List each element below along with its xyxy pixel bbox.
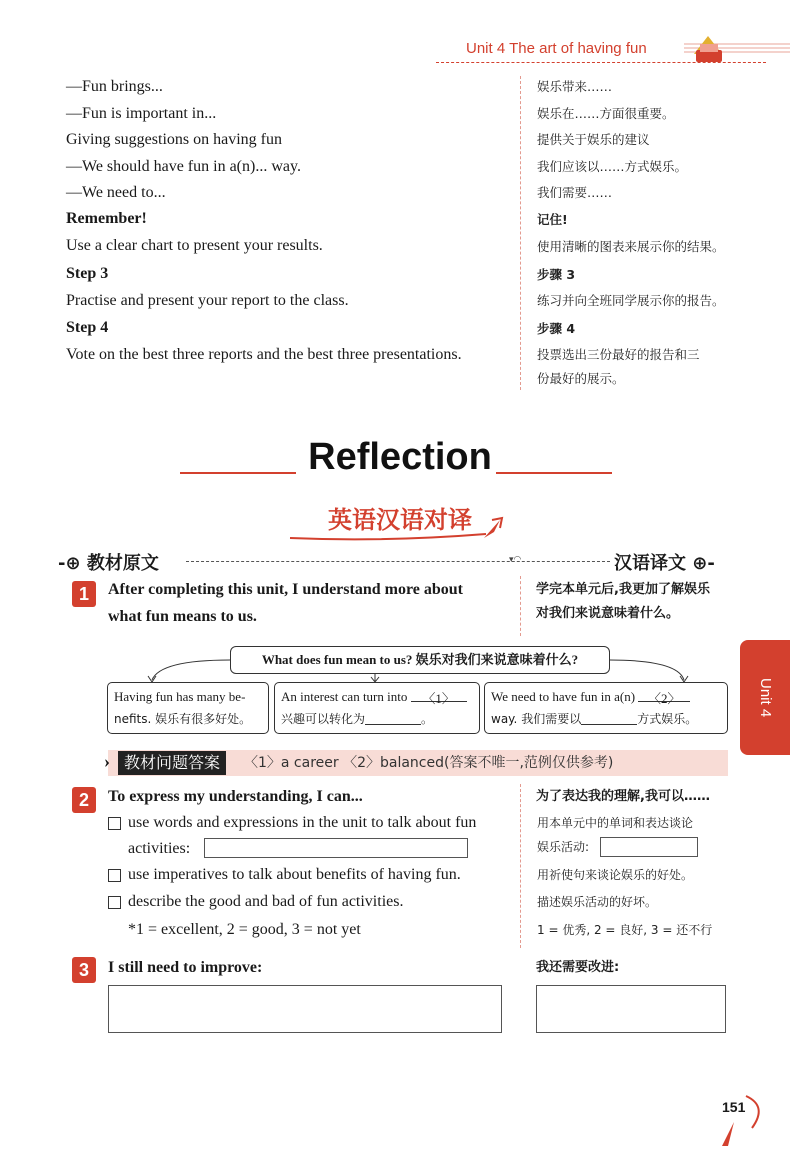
option-words-line1: use words and expressions in the unit to talk about fun (128, 814, 477, 831)
column-head-translation: 汉语译文 ⊕- (614, 553, 715, 574)
zh-line: 份最好的展示。 (537, 371, 625, 386)
blank-line (365, 711, 421, 725)
step4-heading: Step 4 (66, 319, 109, 336)
blank-label: 〈1〉 (422, 691, 455, 706)
line-vote: Vote on the best three reports and the best three presentations. (66, 346, 462, 363)
item2-heading: To express my understanding, I can... (108, 788, 363, 805)
line-fun-important: —Fun is important in... (66, 105, 217, 122)
zh-line: 练习并向全班同学展示你的报告。 (537, 293, 725, 308)
column-divider (520, 76, 521, 390)
zh-line: 投票选出三份最好的报告和三 (537, 347, 700, 362)
rating-scale-zh: 1 = 优秀, 2 = 良好, 3 = 还不行 (537, 923, 713, 937)
zh-line: 娱乐带来…… (537, 79, 613, 94)
improve-textarea[interactable] (108, 985, 502, 1033)
zh-line: 我们需要…… (537, 185, 613, 200)
option-words-zh2: 娱乐活动: (537, 840, 590, 854)
activities-input-zh[interactable] (600, 837, 698, 857)
zh-line: 步骤 3 (537, 267, 576, 282)
step3-heading: Step 3 (66, 265, 109, 282)
option-describe: describe the good and bad of fun activities. (128, 893, 404, 910)
line-we-should: —We should have fun in a(n)... way. (66, 158, 301, 175)
item1-zh-line2: 对我们来说意味着什么。 (536, 606, 680, 621)
column-divider (520, 576, 521, 636)
improve-textarea-zh[interactable] (536, 985, 726, 1033)
line-clear-chart: Use a clear chart to present your results. (66, 237, 323, 254)
item1-zh-line1: 学完本单元后,我更加了解娱乐 (536, 582, 710, 597)
option-imperatives: use imperatives to talk about benefits of having fun. (128, 866, 461, 883)
checkbox-imperatives[interactable] (108, 869, 121, 882)
item1-text-line1: After completing this unit, I understand more about (108, 581, 463, 598)
book-emblem-icon (684, 30, 790, 66)
zh-line: 使用清晰的图表来展示你的结果。 (537, 239, 725, 254)
remember-heading: Remember! (66, 210, 147, 227)
box-text: 兴趣可以转化为 (281, 712, 366, 726)
option-imperatives-zh: 用祈使句来谈论娱乐的好处。 (537, 868, 694, 882)
line-we-need: —We need to... (66, 184, 166, 201)
box-text: Having fun has many be- (114, 689, 246, 704)
diagram-box-balanced (484, 682, 728, 734)
answer-tag: 教材问题答案 (118, 751, 226, 775)
running-header: Unit 4 The art of having fun (466, 40, 647, 57)
box-text: An interest can turn into (281, 689, 408, 704)
unit-side-tab-label: Unit 4 (757, 677, 774, 718)
checkbox-describe[interactable] (108, 896, 121, 909)
zh-line: 我们应该以……方式娱乐。 (537, 159, 688, 174)
column-divider (520, 784, 521, 948)
option-describe-zh: 描述娱乐活动的好坏。 (537, 895, 658, 909)
diagram-box-interest (274, 682, 480, 734)
item-number-badge: 1 (72, 581, 96, 607)
column-head-rule (186, 561, 610, 562)
blank-line (581, 711, 637, 725)
item1-text-line2: what fun means to us. (108, 608, 257, 625)
item-number-badge: 2 (72, 787, 96, 813)
box-text: 。 (421, 712, 434, 726)
section-subtitle: 英语汉语对译 (328, 506, 472, 534)
diagram-box-benefits (107, 682, 269, 734)
option-words-zh1: 用本单元中的单词和表达谈论 (537, 816, 694, 830)
box-text: We need to have fun in a(n) (491, 689, 636, 704)
zh-line: 步骤 4 (537, 321, 576, 336)
section-title: Reflection (308, 436, 492, 478)
divider-mark-icon: ▾◠ (509, 554, 522, 564)
checkbox-words[interactable] (108, 817, 121, 830)
zh-line: 娱乐在……方面很重要。 (537, 106, 675, 121)
option-words-line2: activities: (128, 840, 191, 857)
diagram-question: What does fun mean to us? 娱乐对我们来说意味着什么? (230, 646, 610, 674)
box-text: nefits. 娱乐有很多好处。 (114, 712, 252, 726)
blank-1 (411, 688, 467, 706)
box-text: 方式娱乐。 (637, 712, 698, 726)
item2-heading-zh: 为了表达我的理解,我可以…… (536, 789, 710, 804)
page-number: 151 (722, 1099, 746, 1115)
zh-line: 记住! (537, 212, 568, 227)
rating-scale: *1 = excellent, 2 = good, 3 = not yet (128, 921, 361, 938)
blank-label: 〈2〉 (648, 691, 681, 706)
line-giving-suggestions: Giving suggestions on having fun (66, 131, 282, 148)
chevron-right-icon: › (104, 751, 110, 771)
blank-2 (638, 688, 690, 706)
zh-line: 提供关于娱乐的建议 (537, 132, 650, 147)
activities-input[interactable] (204, 838, 468, 858)
answer-text: 〈1〉a career 〈2〉balanced(答案不唯一,范例仅供参考) (244, 755, 614, 771)
item-number-badge: 3 (72, 957, 96, 983)
line-practise: Practise and present your report to the class. (66, 292, 349, 309)
box-text: way. 我们需要以 (491, 712, 582, 726)
item3-heading-zh: 我还需要改进: (536, 960, 620, 975)
line-fun-brings: —Fun brings... (66, 78, 163, 95)
column-head-original: -⊕ 教材原文 (58, 553, 159, 574)
item3-heading: I still need to improve: (108, 959, 263, 976)
